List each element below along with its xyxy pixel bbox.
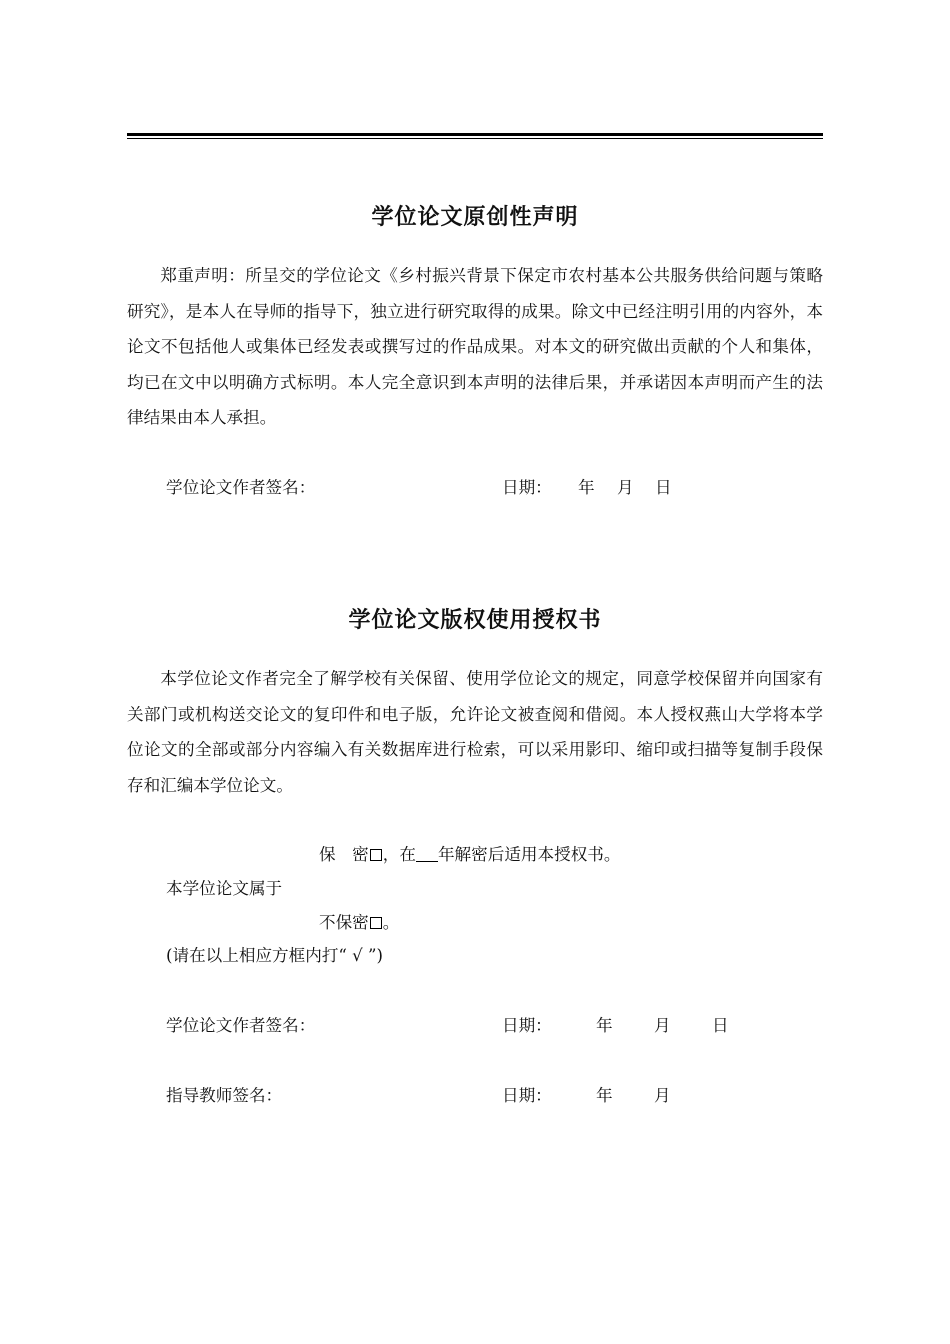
secret-option-suffix: 年解密后适用本授权书。 bbox=[437, 845, 621, 864]
declaration-date-label: 日期： bbox=[502, 478, 552, 497]
non-secret-option-line bbox=[319, 913, 399, 933]
authorization-body: 本学位论文作者完全了解学校有关保留、使用学位论文的规定，同意学校保留并向国家有关部门或机构送交论文的复印件和电子版，允许论文被查阅和借阅。本人授权燕山大学将本学位论文的全部或部分内容编入有关数据库进行检索，可以采用影印、缩印或扫描等复制手段保存和汇编本学位论文。 bbox=[127, 669, 823, 795]
declaration-body: 郑重声明：所呈交的学位论文《乡村振兴背景下保定市农村基本公共服务供给问题与策略研究》，是本人在导师的指导下，独立进行研究取得的成果。除文中已经注明引用的内容外，本论文不包括他人或集体已经发表或撰写过的作品成果。对本文的研究做出贡献的个人和集体，均已在文中以明确方式标明。本人完全意识到本声明的法律后果，并承诺因本声明而产生的法律结果由本人承担。 bbox=[127, 266, 823, 427]
secret-checkbox[interactable] bbox=[370, 849, 382, 861]
secret-option-line bbox=[319, 845, 621, 865]
supervisor-date-year: 年 bbox=[596, 1086, 613, 1105]
declaration-year: 年 bbox=[578, 478, 595, 497]
supervisor-date-label: 日期： bbox=[502, 1086, 552, 1105]
secret-years-blank[interactable] bbox=[416, 847, 438, 862]
supervisor-signature-label: 指导教师签名： bbox=[166, 1086, 283, 1105]
author-signature-label: 学位论文作者签名： bbox=[166, 1016, 316, 1035]
supervisor-date-month: 月 bbox=[654, 1086, 671, 1105]
author-date-label: 日期： bbox=[502, 1016, 552, 1035]
authorization-title: 学位论文版权使用授权书 bbox=[348, 608, 602, 633]
secret-option-prefix: 保 密 bbox=[319, 845, 369, 864]
declaration-month: 月 bbox=[617, 478, 634, 497]
secret-option-mid: ，在 bbox=[382, 845, 416, 864]
declaration-signature-label: 学位论文作者签名： bbox=[166, 478, 316, 497]
checkbox-instruction: (请在以上相应方框内打“ √ ”) bbox=[166, 946, 383, 965]
declaration-day: 日 bbox=[655, 478, 672, 497]
author-date-day: 日 bbox=[712, 1016, 729, 1035]
author-date-month: 月 bbox=[654, 1016, 671, 1035]
belongs-label: 本学位论文属于 bbox=[166, 879, 283, 898]
header-rule-thick bbox=[127, 133, 823, 136]
header-rule-thin bbox=[127, 138, 823, 139]
author-date-year: 年 bbox=[596, 1016, 613, 1035]
declaration-title: 学位论文原创性声明 bbox=[371, 205, 579, 230]
non-secret-option-suffix: 。 bbox=[382, 913, 400, 932]
non-secret-checkbox[interactable] bbox=[370, 917, 382, 929]
non-secret-option-label: 不保密 bbox=[319, 913, 369, 932]
